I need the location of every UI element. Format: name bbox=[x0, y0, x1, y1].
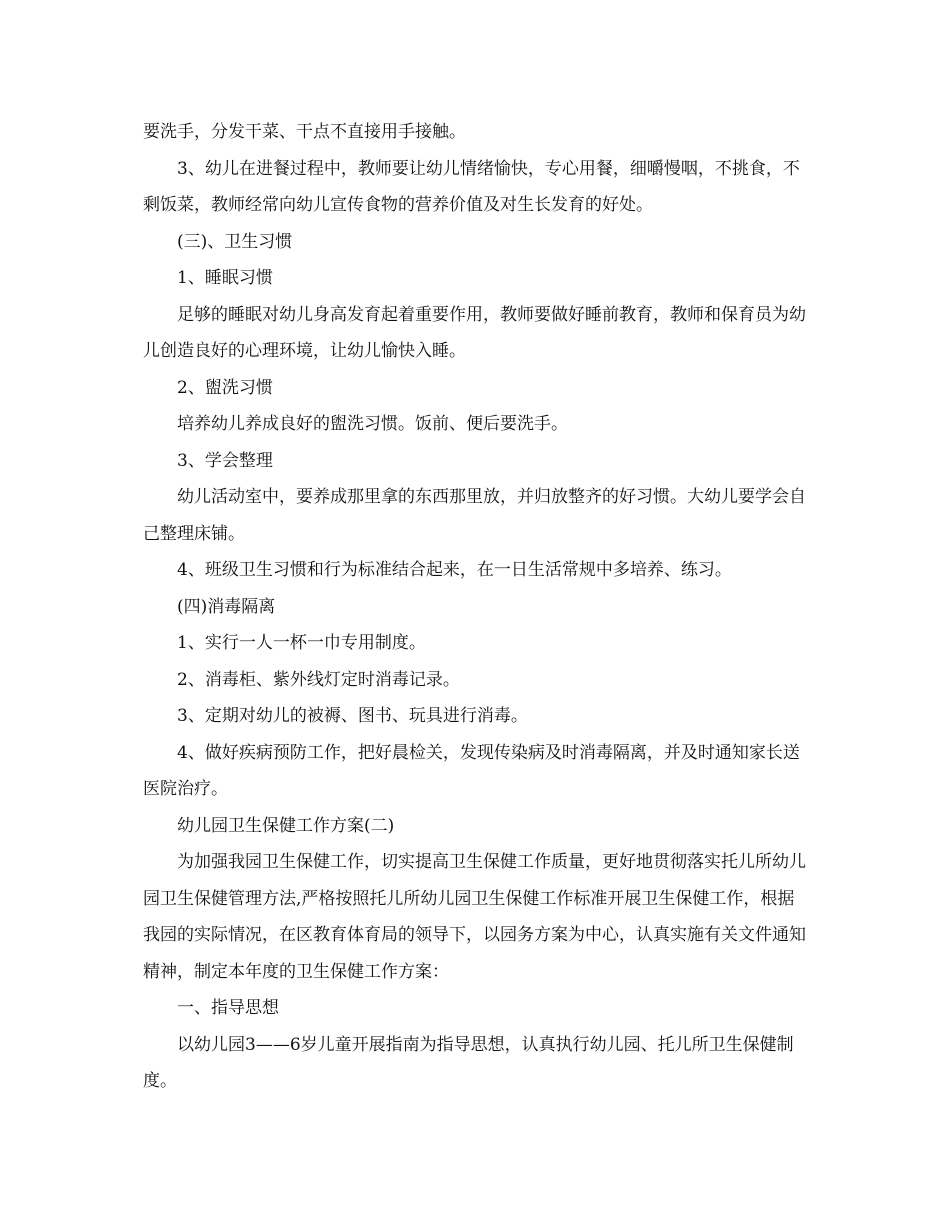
list-item-disinfection-1: 1、实行一人一杯一巾专用制度。 bbox=[177, 633, 426, 653]
document-title-part-two: 幼儿园卫生保健工作方案(二) bbox=[177, 815, 395, 836]
subheading-tidying: 3、学会整理 bbox=[177, 450, 273, 471]
section-heading-guiding-ideology: 一、指导思想 bbox=[177, 998, 279, 1018]
paragraph-guiding-ideology: 以幼儿园3——6岁儿童开展指南为指导思想，认真执行幼儿园、托儿所卫生保健制度。 bbox=[143, 1034, 794, 1091]
subheading-washing-habits: 2、盥洗习惯 bbox=[177, 377, 273, 398]
paragraph-class-hygiene: 4、班级卫生习惯和行为标准结合起来，在一日生活常规中多培养、练习。 bbox=[177, 560, 732, 580]
paragraph-1: 要洗手，分发干菜、干点不直接用手接触。 bbox=[143, 122, 466, 142]
subheading-sleep-habits: 1、睡眠习惯 bbox=[177, 268, 273, 288]
paragraph-tidying: 幼儿活动室中，要养成那里拿的东西那里放，并归放整齐的好习惯。大幼儿要学会自己整理床铺。 bbox=[143, 487, 806, 544]
paragraph-intro: 为加强我园卫生保健工作，切实提高卫生保健工作质量，更好地贯彻落实托儿所幼儿园卫生保健管理方法,严格按照托儿所幼儿园卫生保健工作标准开展卫生保健工作，根据我园的实际情况，在区教育体育局的领导下，以园务方案为中心，认真实施有关文件通知精神，制定本年度的卫生保健工作方案： bbox=[143, 852, 806, 982]
paragraph-washing: 培养幼儿养成良好的盥洗习惯。饭前、便后要洗手。 bbox=[177, 414, 568, 434]
paragraph-sleep: 足够的睡眠对幼儿身高发育起着重要作用，教师要做好睡前教育，教师和保育员为幼儿创造良好的心理环境，让幼儿愉快入睡。 bbox=[143, 304, 806, 361]
list-item-disinfection-2: 2、消毒柜、紫外线灯定时消毒记录。 bbox=[177, 669, 460, 690]
paragraph-2: 3、幼儿在进餐过程中，教师要让幼儿情绪愉快，专心用餐，细嚼慢咽，不挑食，不剩饭菜，教师经常向幼儿宣传食物的营养价值及对生长发育的好处。 bbox=[143, 158, 800, 215]
list-item-disinfection-4: 4、做好疾病预防工作，把好晨检关，发现传染病及时消毒隔离，并及时通知家长送医院治疗。 bbox=[143, 742, 800, 799]
document-body bbox=[143, 114, 808, 1100]
section-heading-disinfection: (四)消毒隔离 bbox=[177, 596, 276, 617]
section-heading-hygiene-habits: (三)、卫生习惯 bbox=[177, 231, 293, 252]
list-item-disinfection-3: 3、定期对幼儿的被褥、图书、玩具进行消毒。 bbox=[177, 706, 528, 726]
